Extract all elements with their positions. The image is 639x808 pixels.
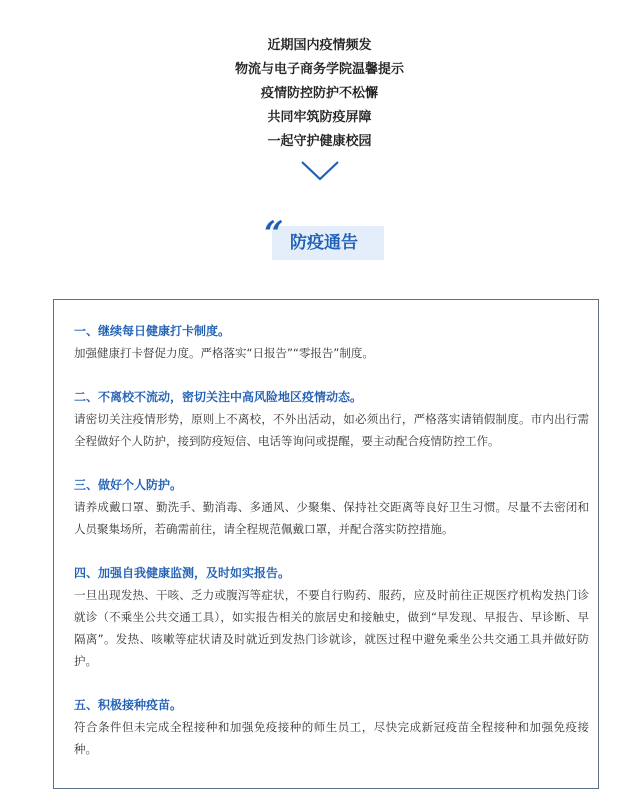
notice-section-3	[74, 474, 589, 540]
section-body: 请养成戴口罩、勤洗手、勤消毒、多通风、少聚集、保持社交距离等良好卫生习惯。尽量不去密闭和人员聚集场所，若确需前往，请全程规范佩戴口罩，并配合落实防控措施。	[74, 500, 589, 536]
section-heading: 二、不离校不流动，密切关注中高风险地区疫情动态。	[74, 390, 363, 404]
section-heading: 三、做好个人防护。	[74, 478, 183, 492]
section-body: 请密切关注疫情形势，原则上不离校，不外出活动，如必须出行，严格落实请销假制度。市内出行需全程做好个人防护，接到防疫短信、电话等询问或提醒，要主动配合疫情防控工作。	[74, 412, 589, 448]
intro-line-4: 共同牢筑防疫屏障	[267, 110, 372, 125]
section-body: 一旦出现发热、干咳、乏力或腹泻等症状，不要自行购药、服药，应及时前往正规医疗机构发热门诊就诊（不乘坐公共交通工具），如实报告相关的旅居史和接触史，做到“早发现、早报告、早诊断、早隔离”。发热、咳嗽等症状请及时就近到发热门诊就诊，就医过程中避免乘坐公共交通工具并做好防护。	[74, 588, 589, 668]
notice-panel	[53, 299, 599, 789]
intro-message	[0, 34, 639, 154]
intro-line-3: 疫情防控防护不松懈	[260, 86, 378, 101]
section-body: 符合条件但未完成全程接种和加强免疫接种的师生员工，尽快完成新冠疫苗全程接种和加强免疫接种。	[74, 720, 589, 756]
section-heading: 一、继续每日健康打卡制度。	[74, 324, 231, 338]
intro-line-1: 近期国内疫情频发	[267, 38, 372, 53]
notice-title-badge	[264, 214, 386, 262]
notice-section-5	[74, 694, 589, 760]
section-heading: 五、积极接种疫苗。	[74, 698, 183, 712]
section-heading: 四、加强自我健康监测，及时如实报告。	[74, 566, 291, 580]
chevron-down-icon	[300, 160, 340, 182]
page-title: 防疫通告	[290, 233, 358, 253]
section-body: 加强健康打卡督促力度。严格落实“日报告”“零报告”制度。	[74, 346, 374, 360]
intro-line-5: 一起守护健康校园	[267, 134, 372, 149]
notice-section-2	[74, 386, 589, 452]
notice-section-1	[74, 320, 589, 364]
quote-mark-icon: “	[264, 214, 284, 254]
notice-content	[74, 320, 589, 782]
notice-section-4	[74, 562, 589, 672]
intro-line-2: 物流与电子商务学院温馨提示	[234, 62, 404, 77]
